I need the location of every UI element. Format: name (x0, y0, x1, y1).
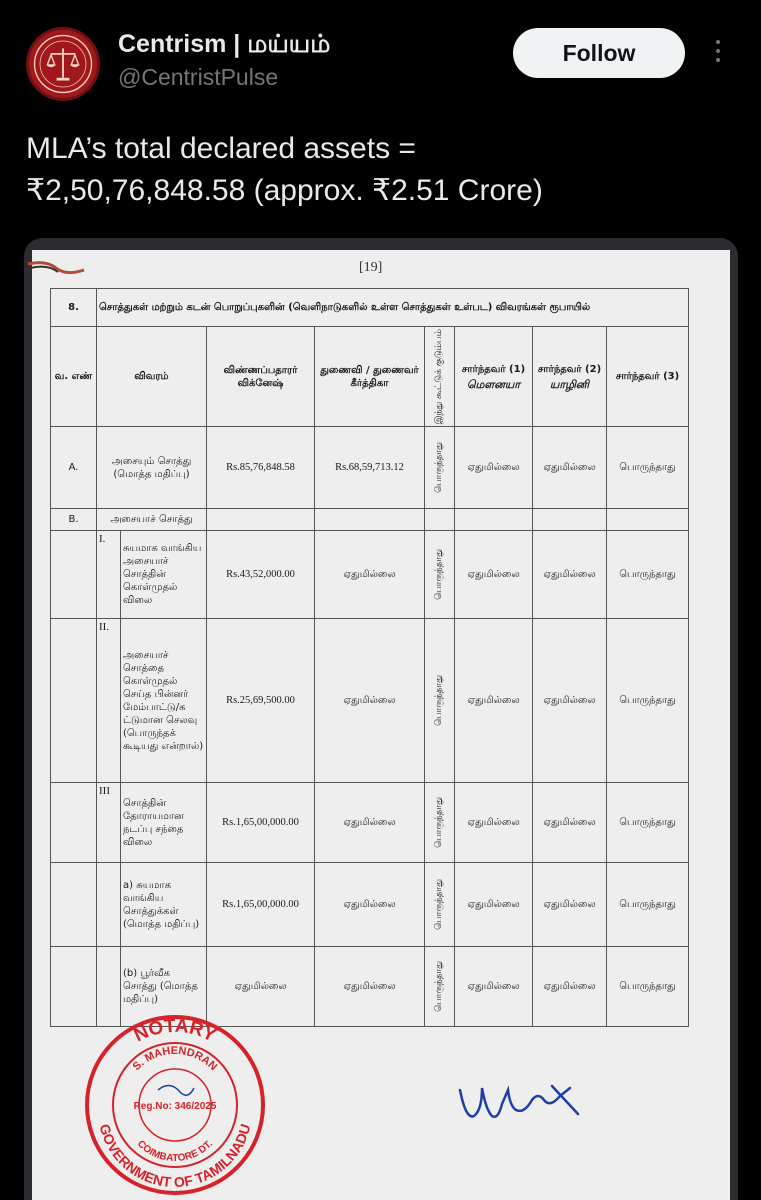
row-dep1: ஏதுமில்லை (455, 619, 533, 783)
row-dep2: ஏதுமில்லை (533, 531, 607, 619)
row-label: அசையாச் சொத்தை கொள்முதல் செய்த பின்னர் மேம்பாட்டு/க ட்டுமான செலவு (பொருந்தக் கூடியது என்றால்) (121, 619, 207, 783)
table-row (51, 783, 689, 863)
col-details: விவரம் (97, 327, 207, 427)
row-dep3: பொருந்தாது (607, 783, 689, 863)
row-dep3: பொருந்தாது (607, 619, 689, 783)
binding-thread-icon (26, 258, 86, 280)
row-applicant: ஏதுமில்லை (207, 947, 315, 1027)
tweet-text (26, 128, 746, 212)
col-applicant: விண்ணப்பதாரர் விக்னேஷ் (207, 327, 315, 427)
tweet-line-1: MLA’s total declared assets = (26, 132, 416, 165)
stamp-name-text: S. MAHENDRAN (130, 1044, 220, 1074)
col-dep1-label: சார்ந்தவர் (1) (461, 363, 526, 375)
row-huf (425, 783, 455, 863)
row-dep2: ஏதுமில்லை (533, 427, 607, 509)
top-edge (0, 0, 761, 10)
row-dep2: ஏதுமில்லை (533, 619, 607, 783)
row-dep3: பொருந்தாது (607, 947, 689, 1027)
col-dep2-label: சார்ந்தவர் (2) (537, 363, 602, 375)
section-number: 8. (51, 289, 97, 327)
row-dep2: ஏதுமில்லை (533, 947, 607, 1027)
stamp-bottom-text: GOVERNMENT OF TAMILNADU (96, 1122, 254, 1191)
row-sno (51, 783, 97, 863)
row-sno: A. (51, 427, 97, 509)
tweet-header (0, 22, 761, 102)
row-huf-value: பொருந்தாது (434, 961, 444, 1013)
row-spouse: Rs.68,59,713.12 (315, 427, 425, 509)
row-sno (51, 863, 97, 947)
row-huf-value: பொருந்தாது (434, 675, 444, 727)
tweet-media[interactable] (24, 238, 738, 1200)
row-sub: II. (97, 619, 121, 783)
row-dep1: ஏதுமில்லை (455, 531, 533, 619)
stamp-reg-text: Reg.No: 346/2025 (133, 1101, 217, 1112)
row-dep3: பொருந்தாது (607, 531, 689, 619)
row-huf (425, 619, 455, 783)
row-sub: III (97, 783, 121, 863)
row-dep1: ஏதுமில்லை (455, 947, 533, 1027)
row-label: a) சுயமாக வாங்கிய சொத்துக்கள் (மொத்த மதிப்பு) (121, 863, 207, 947)
col-huf-label: இந்து கூட்டுக் குடும்பம் (434, 329, 444, 425)
row-applicant: Rs.43,52,000.00 (207, 531, 315, 619)
row-huf-value: பொருந்தாது (434, 797, 444, 849)
row-dep1: ஏதுமில்லை (455, 863, 533, 947)
follow-button[interactable]: Follow (513, 28, 685, 78)
table-row (51, 427, 689, 509)
col-dep3: சார்ந்தவர் (3) (607, 327, 689, 427)
stamp-city-text: COIMBATORE DT. (134, 1138, 216, 1165)
row-sno: B. (51, 509, 97, 531)
row-dep2: ஏதுமில்லை (533, 783, 607, 863)
section-title: சொத்துகள் மற்றும் கடன் பொறுப்புகளின் (வெளிநாடுகளில் உள்ள சொத்துகள் உள்பட) விவரங்கள் ரூபாயில் (97, 289, 689, 327)
row-huf (425, 863, 455, 947)
row-dep1: ஏதுமில்லை (455, 427, 533, 509)
col-dep2-name: யாழினி (549, 377, 590, 391)
row-spouse: ஏதுமில்லை (315, 531, 425, 619)
row-huf (425, 427, 455, 509)
row-applicant (207, 509, 315, 531)
col-dep2 (533, 327, 607, 427)
row-dep2: ஏதுமில்லை (533, 863, 607, 947)
svg-text:NOTARY (131, 1016, 220, 1047)
col-dep1 (455, 327, 533, 427)
row-applicant: Rs.1,65,00,000.00 (207, 783, 315, 863)
table-row (51, 619, 689, 783)
col-dep1-name: மௌனயா (466, 377, 521, 391)
row-dep3: பொருந்தாது (607, 427, 689, 509)
row-dep2 (533, 509, 607, 531)
row-huf-value: பொருந்தாது (434, 442, 444, 494)
assets-table (50, 288, 689, 1027)
row-dep3 (607, 509, 689, 531)
row-label: சுயமாக வாங்கிய அசையாச் சொத்தின் கொள்முதல் விலை (121, 531, 207, 619)
row-label: சொத்தின் தோராயமான நடப்பு சந்தை விலை (121, 783, 207, 863)
row-applicant: Rs.25,69,500.00 (207, 619, 315, 783)
more-options-icon[interactable] (706, 40, 730, 68)
row-applicant: Rs.1,65,00,000.00 (207, 863, 315, 947)
row-dep1: ஏதுமில்லை (455, 783, 533, 863)
row-sno (51, 531, 97, 619)
notary-stamp (80, 1010, 270, 1200)
avatar[interactable] (26, 27, 100, 101)
col-huf (425, 327, 455, 427)
signature (452, 1070, 592, 1130)
row-huf (425, 509, 455, 531)
row-label: அசையாச் சொத்து (97, 509, 207, 531)
row-huf (425, 947, 455, 1027)
col-spouse: துணைவி / துணைவர் கீர்த்திகா (315, 327, 425, 427)
row-sub: I. (97, 531, 121, 619)
tweet-line-2: ₹2,50,76,848.58 (approx. ₹2.51 Crore) (26, 174, 543, 207)
row-dep1 (455, 509, 533, 531)
section-row (51, 289, 689, 327)
row-huf (425, 531, 455, 619)
stamp-top-text: NOTARY (130, 1015, 220, 1047)
row-huf-value: பொருந்தாது (434, 879, 444, 931)
row-applicant: Rs.85,76,848.58 (207, 427, 315, 509)
page-number: [19] (359, 260, 383, 275)
row-sno (51, 619, 97, 783)
scales-icon (29, 30, 97, 98)
row-spouse: ஏதுமில்லை (315, 783, 425, 863)
row-sub (97, 863, 121, 947)
table-row (51, 531, 689, 619)
header-row (51, 327, 689, 427)
table-row (51, 863, 689, 947)
row-label: அசையும் சொத்து (மொத்த மதிப்பு) (97, 427, 207, 509)
table-row (51, 509, 689, 531)
user-handle[interactable]: @CentristPulse (118, 64, 279, 90)
row-spouse: ஏதுமில்லை (315, 619, 425, 783)
row-dep3: பொருந்தாது (607, 863, 689, 947)
row-spouse: ஏதுமில்லை (315, 863, 425, 947)
row-label: (b) பூர்வீக சொத்து (மொத்த மதிப்பு) (121, 947, 207, 1027)
row-huf-value: பொருந்தாது (434, 549, 444, 601)
display-name[interactable]: Centrism | மய்யம் (118, 30, 331, 58)
document-photo (32, 250, 730, 1200)
col-sno: வ. எண் (51, 327, 97, 427)
row-spouse: ஏதுமில்லை (315, 947, 425, 1027)
row-spouse (315, 509, 425, 531)
